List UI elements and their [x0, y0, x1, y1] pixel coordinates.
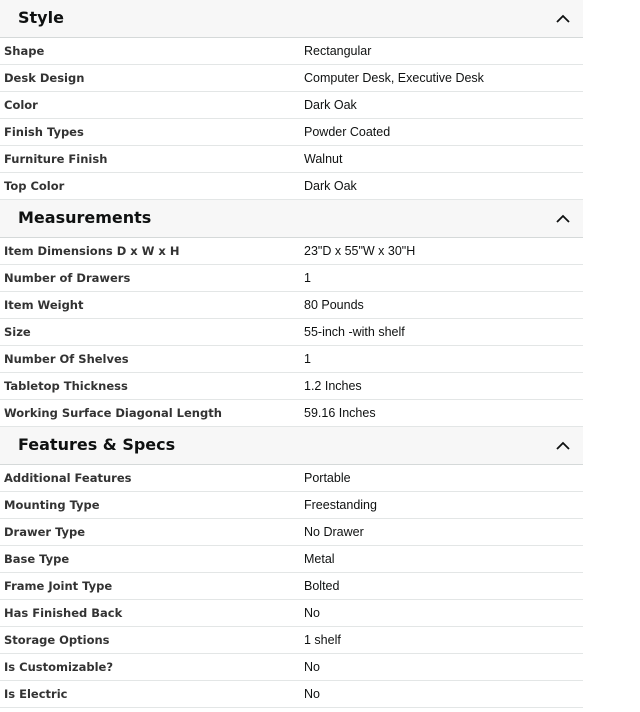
- spec-row-size: [0, 319, 583, 346]
- spec-row-number-of-shelves: [0, 346, 583, 373]
- spec-row-finish-types: [0, 119, 583, 146]
- spec-row-desk-design: [0, 65, 583, 92]
- spec-value: 55-inch -with shelf: [304, 325, 405, 339]
- spec-label: Base Type: [4, 552, 70, 566]
- spec-label: Furniture Finish: [4, 152, 108, 166]
- spec-label: Number of Drawers: [4, 271, 131, 285]
- spec-row-item-dimensions: [0, 238, 583, 265]
- spec-value: 1.2 Inches: [304, 379, 362, 393]
- spec-row-drawer-type: [0, 519, 583, 546]
- spec-label: Working Surface Diagonal Length: [4, 406, 222, 420]
- spec-row-color: [0, 92, 583, 119]
- spec-value: No: [304, 606, 320, 620]
- spec-row-storage-options: [0, 627, 583, 654]
- spec-value: No Drawer: [304, 525, 364, 539]
- section-header-features-specs[interactable]: [0, 427, 583, 465]
- spec-label: Storage Options: [4, 633, 110, 647]
- spec-label: Mounting Type: [4, 498, 100, 512]
- spec-row-has-finished-back: [0, 600, 583, 627]
- spec-value: No: [304, 687, 320, 701]
- spec-row-top-color: [0, 173, 583, 200]
- spec-value: 1: [304, 352, 311, 366]
- chevron-up-icon[interactable]: [555, 438, 571, 454]
- spec-value: Metal: [304, 552, 335, 566]
- spec-row-working-surface-diagonal: [0, 400, 583, 427]
- spec-label: Drawer Type: [4, 525, 86, 539]
- spec-row-additional-features: [0, 465, 583, 492]
- spec-row-item-weight: [0, 292, 583, 319]
- spec-value: Portable: [304, 471, 351, 485]
- spec-row-shape: [0, 38, 583, 65]
- spec-row-tabletop-thickness: [0, 373, 583, 400]
- section-style: [0, 0, 583, 200]
- spec-value: 1 shelf: [304, 633, 341, 647]
- spec-value: Walnut: [304, 152, 343, 166]
- spec-value: Freestanding: [304, 498, 377, 512]
- spec-value: Bolted: [304, 579, 340, 593]
- spec-value: 80 Pounds: [304, 298, 364, 312]
- spec-label: Frame Joint Type: [4, 579, 113, 593]
- spec-label: Number Of Shelves: [4, 352, 129, 366]
- spec-label: Item Dimensions D x W x H: [4, 244, 180, 258]
- spec-value: Computer Desk, Executive Desk: [304, 71, 484, 85]
- spec-value: Dark Oak: [304, 179, 357, 193]
- spec-value: 1: [304, 271, 311, 285]
- section-title: Style: [18, 8, 64, 27]
- spec-label: Desk Design: [4, 71, 85, 85]
- spec-value: 59.16 Inches: [304, 406, 376, 420]
- spec-row-is-electric: [0, 681, 583, 708]
- spec-label: Size: [4, 325, 31, 339]
- chevron-up-icon[interactable]: [555, 11, 571, 27]
- spec-label: Has Finished Back: [4, 606, 123, 620]
- spec-label: Item Weight: [4, 298, 84, 312]
- spec-label: Color: [4, 98, 38, 112]
- chevron-up-icon[interactable]: [555, 211, 571, 227]
- section-measurements: [0, 200, 583, 427]
- spec-value: No: [304, 660, 320, 674]
- section-header-style[interactable]: [0, 0, 583, 38]
- spec-value: Dark Oak: [304, 98, 357, 112]
- spec-label: Finish Types: [4, 125, 84, 139]
- spec-value: Powder Coated: [304, 125, 391, 139]
- spec-label: Shape: [4, 44, 45, 58]
- spec-label: Is Customizable?: [4, 660, 114, 674]
- spec-row-base-type: [0, 546, 583, 573]
- spec-row-is-customizable: [0, 654, 583, 681]
- spec-label: Tabletop Thickness: [4, 379, 128, 393]
- spec-row-mounting-type: [0, 492, 583, 519]
- spec-label: Additional Features: [4, 471, 132, 485]
- spec-value: Rectangular: [304, 44, 372, 58]
- section-title: Features & Specs: [18, 435, 176, 454]
- spec-value: 23"D x 55"W x 30"H: [304, 244, 416, 258]
- spec-row-furniture-finish: [0, 146, 583, 173]
- spec-label: Top Color: [4, 179, 65, 193]
- spec-label: Is Electric: [4, 687, 68, 701]
- section-features-specs: [0, 427, 583, 708]
- section-header-measurements[interactable]: [0, 200, 583, 238]
- spec-row-frame-joint-type: [0, 573, 583, 600]
- spec-row-number-of-drawers: [0, 265, 583, 292]
- section-title: Measurements: [18, 208, 152, 227]
